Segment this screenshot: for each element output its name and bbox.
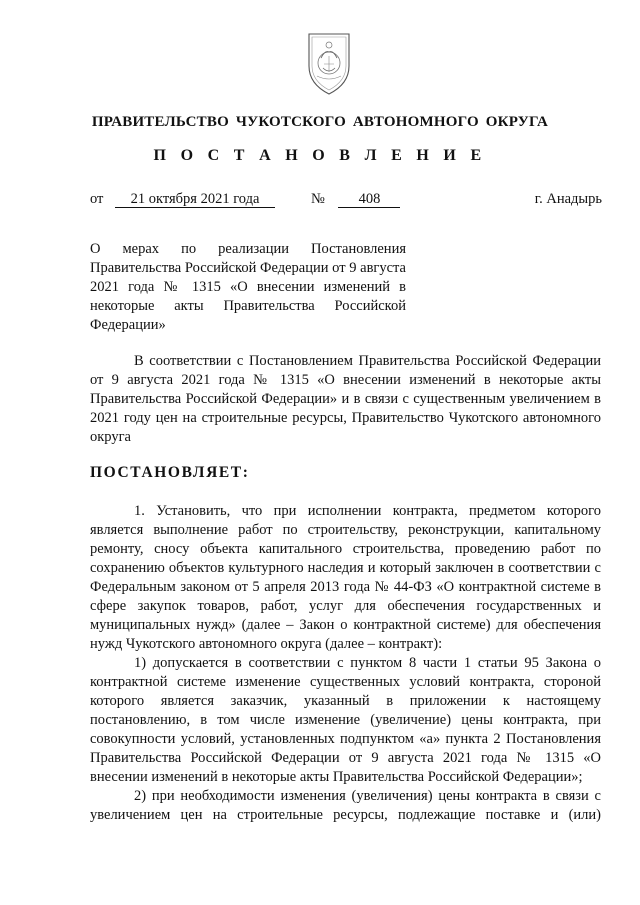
document-number: 408 [338,192,400,208]
document-subject: О мерах по реализации Постановления Правительства Российской Федерации от 9 августа 2021 года № 1315 «О внесении изменений в некоторые акты Правительства Российской Федерации» [90,241,406,333]
paragraph-1-subitem-1: 1) допускается в соответствии с пунктом 8 части 1 статьи 95 Закона о контрактной системе изменение существенных условий контракта, стороной которого является заказчик, указанный в приложении к настоящему постановлению, в том числе изменение (увеличение) цены контракта, при совокупности условий, установленных подпунктом «а» пункта 2 Постановления Правительства Российской Федерации от 9 августа 2021 года № 1315 «О внесении изменений в некоторые акты Правительства Российской Федерации»; [90,655,601,785]
paragraph-1-subitem-2: 2) при необходимости изменения (увеличения) цены контракта в связи с увеличением цен на строительные ресурсы, подлежащие поставке и (или) [90,788,601,823]
date-field [90,191,275,208]
preamble-paragraph: В соответствии с Постановлением Правительства Российской Федерации от 9 августа 2021 года № 1315 «О внесении изменений в некоторые акты Правительства Российской Федерации» и в связи с существенным увеличением в 2021 году цен на строительные ресурсы, Правительство Чукотского автономного округа [90,353,601,445]
city: г. Анадырь [534,191,602,207]
paragraph-1: 1. Установить, что при исполнении контракта, предметом которого является выполнение работ по строительству, реконструкции, капитальному ремонту, сносу объекта капитального строительства, проведению работ по сохранению объектов культурного наследия и который заключен в соответствии с Федеральным законом от 5 апреля 2013 года № 44-ФЗ «О контрактной системе в сфере закупок товаров, работ, услуг для обеспечения государственных и муниципальных нужд» (далее – Закон о контрактной системе) для обеспечения нужд Чукотского автономного округа (далее – контракт): [90,503,601,652]
government-title: ПРАВИТЕЛЬСТВО ЧУКОТСКОГО АВТОНОМНОГО ОКРУГА [91,114,549,130]
decree-heading: ПОСТАНОВЛЯЕТ: [90,464,250,481]
document-type-heading: П О С Т А Н О В Л Е Н И Е [153,147,487,164]
decree-body [90,502,601,825]
document-date: 21 октября 2021 года [115,192,275,208]
number-label: № [311,191,325,207]
number-field [311,191,400,208]
date-label: от [90,191,104,207]
coat-of-arms-emblem [303,28,355,98]
preamble-block [90,352,601,447]
